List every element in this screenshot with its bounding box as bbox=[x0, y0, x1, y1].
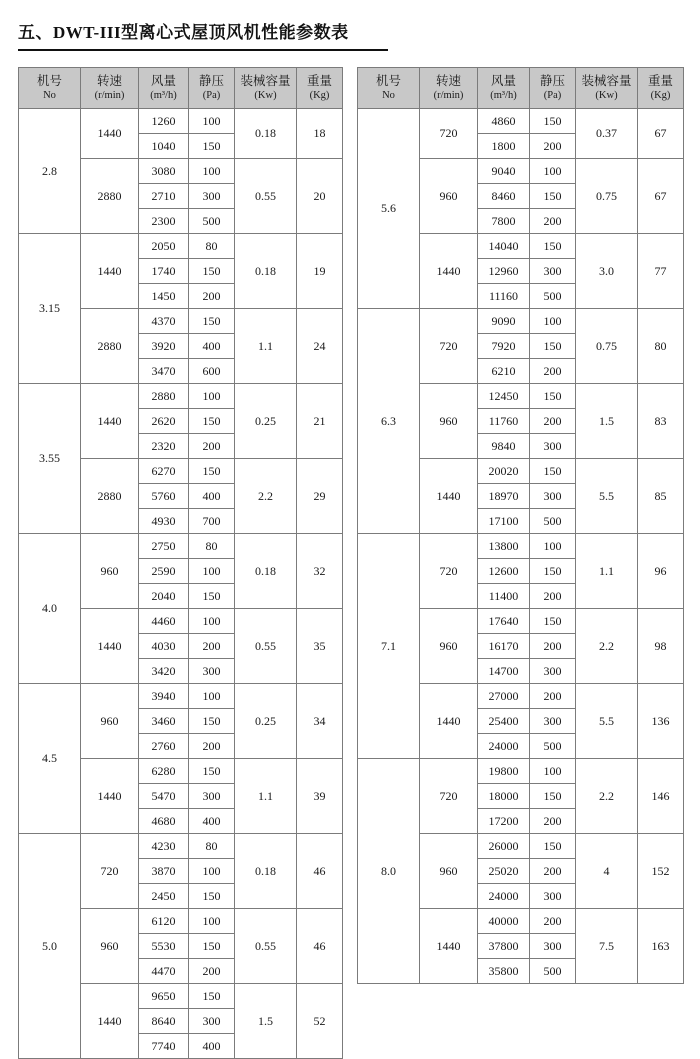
cell-weight: 152 bbox=[638, 834, 684, 909]
cell-weight: 146 bbox=[638, 759, 684, 834]
column-header-main: 装械容量 bbox=[581, 73, 632, 88]
cell-flow: 40000 bbox=[478, 909, 530, 934]
cell-flow: 2710 bbox=[139, 184, 189, 209]
column-header-unit: No bbox=[382, 90, 395, 102]
cell-power: 4 bbox=[576, 834, 638, 909]
cell-pressure: 300 bbox=[530, 934, 576, 959]
spec-table-left bbox=[18, 67, 343, 1059]
cell-pressure: 150 bbox=[530, 834, 576, 859]
cell-speed: 1440 bbox=[81, 234, 139, 309]
cell-pressure: 200 bbox=[530, 409, 576, 434]
cell-speed: 960 bbox=[420, 834, 478, 909]
cell-pressure: 500 bbox=[530, 509, 576, 534]
cell-pressure: 100 bbox=[189, 109, 235, 134]
cell-weight: 85 bbox=[638, 459, 684, 534]
column-header-main: 静压 bbox=[539, 73, 565, 88]
cell-power: 1.1 bbox=[235, 759, 297, 834]
column-header-0 bbox=[19, 68, 81, 109]
cell-flow: 9650 bbox=[139, 984, 189, 1009]
cell-weight: 18 bbox=[297, 109, 343, 159]
cell-pressure: 100 bbox=[189, 159, 235, 184]
cell-pressure: 150 bbox=[530, 609, 576, 634]
cell-flow: 37800 bbox=[478, 934, 530, 959]
column-header-3 bbox=[189, 68, 235, 109]
cell-flow: 8640 bbox=[139, 1009, 189, 1034]
cell-speed: 2880 bbox=[81, 459, 139, 534]
cell-speed: 1440 bbox=[420, 459, 478, 534]
cell-pressure: 150 bbox=[189, 259, 235, 284]
cell-flow: 7800 bbox=[478, 209, 530, 234]
cell-speed: 960 bbox=[81, 534, 139, 609]
cell-flow: 7920 bbox=[478, 334, 530, 359]
cell-weight: 46 bbox=[297, 909, 343, 984]
cell-pressure: 200 bbox=[530, 359, 576, 384]
cell-pressure: 150 bbox=[189, 459, 235, 484]
cell-power: 3.0 bbox=[576, 234, 638, 309]
table-row bbox=[19, 534, 343, 559]
cell-weight: 39 bbox=[297, 759, 343, 834]
column-header-main: 转速 bbox=[435, 73, 461, 88]
cell-pressure: 80 bbox=[189, 834, 235, 859]
cell-pressure: 500 bbox=[189, 209, 235, 234]
cell-power: 2.2 bbox=[235, 459, 297, 534]
cell-pressure: 150 bbox=[189, 309, 235, 334]
cell-flow: 14700 bbox=[478, 659, 530, 684]
cell-pressure: 400 bbox=[189, 334, 235, 359]
cell-model: 6.3 bbox=[358, 309, 420, 534]
cell-flow: 1740 bbox=[139, 259, 189, 284]
column-header-main: 机号 bbox=[36, 73, 62, 88]
cell-weight: 35 bbox=[297, 609, 343, 684]
table-row bbox=[19, 384, 343, 409]
cell-flow: 1040 bbox=[139, 134, 189, 159]
cell-flow: 6280 bbox=[139, 759, 189, 784]
column-header-unit: (Kw) bbox=[254, 90, 277, 102]
cell-speed: 720 bbox=[420, 759, 478, 834]
cell-model: 8.0 bbox=[358, 759, 420, 984]
cell-flow: 4680 bbox=[139, 809, 189, 834]
cell-pressure: 200 bbox=[189, 734, 235, 759]
table-row bbox=[19, 109, 343, 134]
cell-power: 0.25 bbox=[235, 384, 297, 459]
cell-flow: 12600 bbox=[478, 559, 530, 584]
cell-power: 5.5 bbox=[576, 684, 638, 759]
cell-pressure: 150 bbox=[189, 709, 235, 734]
column-header-main: 重量 bbox=[647, 73, 673, 88]
cell-pressure: 100 bbox=[189, 609, 235, 634]
cell-model: 5.0 bbox=[19, 834, 81, 1059]
cell-flow: 4230 bbox=[139, 834, 189, 859]
cell-power: 0.55 bbox=[235, 609, 297, 684]
cell-pressure: 100 bbox=[189, 384, 235, 409]
cell-pressure: 300 bbox=[189, 1009, 235, 1034]
cell-pressure: 150 bbox=[530, 234, 576, 259]
column-header-1 bbox=[81, 68, 139, 109]
table-body-left bbox=[19, 109, 343, 1059]
cell-weight: 80 bbox=[638, 309, 684, 384]
cell-speed: 720 bbox=[420, 534, 478, 609]
cell-flow: 2880 bbox=[139, 384, 189, 409]
spec-table-right bbox=[357, 67, 684, 984]
header-row bbox=[19, 68, 343, 109]
cell-flow: 24000 bbox=[478, 884, 530, 909]
cell-pressure: 80 bbox=[189, 234, 235, 259]
cell-pressure: 100 bbox=[530, 759, 576, 784]
cell-power: 0.75 bbox=[576, 159, 638, 234]
cell-power: 0.55 bbox=[235, 159, 297, 234]
cell-flow: 1450 bbox=[139, 284, 189, 309]
cell-pressure: 700 bbox=[189, 509, 235, 534]
cell-flow: 2450 bbox=[139, 884, 189, 909]
table-row bbox=[19, 234, 343, 259]
cell-pressure: 100 bbox=[189, 859, 235, 884]
cell-pressure: 200 bbox=[530, 209, 576, 234]
cell-pressure: 200 bbox=[530, 134, 576, 159]
cell-flow: 26000 bbox=[478, 834, 530, 859]
table-row bbox=[358, 309, 684, 334]
cell-pressure: 150 bbox=[189, 759, 235, 784]
title-underline bbox=[18, 49, 388, 51]
cell-power: 1.1 bbox=[235, 309, 297, 384]
column-header-unit: (m³/h) bbox=[490, 90, 517, 102]
tables-container bbox=[12, 67, 688, 1059]
cell-weight: 67 bbox=[638, 109, 684, 159]
cell-power: 0.25 bbox=[235, 684, 297, 759]
column-header-4 bbox=[576, 68, 638, 109]
column-header-1 bbox=[420, 68, 478, 109]
table-body-right bbox=[358, 109, 684, 984]
cell-model: 3.55 bbox=[19, 384, 81, 534]
cell-power: 0.18 bbox=[235, 834, 297, 909]
cell-flow: 2050 bbox=[139, 234, 189, 259]
cell-pressure: 200 bbox=[189, 434, 235, 459]
column-header-main: 风量 bbox=[490, 73, 516, 88]
cell-pressure: 300 bbox=[189, 184, 235, 209]
cell-pressure: 200 bbox=[530, 684, 576, 709]
column-header-main: 风量 bbox=[150, 73, 176, 88]
cell-pressure: 300 bbox=[530, 484, 576, 509]
column-header-main: 重量 bbox=[306, 73, 332, 88]
cell-flow: 9840 bbox=[478, 434, 530, 459]
cell-speed: 1440 bbox=[81, 384, 139, 459]
cell-power: 0.37 bbox=[576, 109, 638, 159]
cell-weight: 98 bbox=[638, 609, 684, 684]
cell-pressure: 400 bbox=[189, 484, 235, 509]
cell-pressure: 300 bbox=[189, 659, 235, 684]
cell-pressure: 150 bbox=[530, 459, 576, 484]
cell-pressure: 150 bbox=[189, 984, 235, 1009]
cell-speed: 1440 bbox=[81, 984, 139, 1059]
cell-pressure: 200 bbox=[189, 634, 235, 659]
cell-flow: 6210 bbox=[478, 359, 530, 384]
cell-flow: 2300 bbox=[139, 209, 189, 234]
cell-model: 3.15 bbox=[19, 234, 81, 384]
cell-flow: 19800 bbox=[478, 759, 530, 784]
column-header-main: 机号 bbox=[375, 73, 401, 88]
cell-model: 2.8 bbox=[19, 109, 81, 234]
cell-pressure: 100 bbox=[530, 159, 576, 184]
cell-pressure: 150 bbox=[189, 409, 235, 434]
cell-pressure: 400 bbox=[189, 809, 235, 834]
cell-flow: 20020 bbox=[478, 459, 530, 484]
cell-pressure: 150 bbox=[189, 884, 235, 909]
cell-flow: 4930 bbox=[139, 509, 189, 534]
cell-flow: 9040 bbox=[478, 159, 530, 184]
cell-pressure: 300 bbox=[530, 709, 576, 734]
cell-flow: 2760 bbox=[139, 734, 189, 759]
table-row bbox=[358, 534, 684, 559]
cell-speed: 960 bbox=[420, 384, 478, 459]
cell-flow: 18970 bbox=[478, 484, 530, 509]
cell-flow: 35800 bbox=[478, 959, 530, 984]
cell-flow: 25020 bbox=[478, 859, 530, 884]
cell-speed: 1440 bbox=[420, 234, 478, 309]
column-header-4 bbox=[235, 68, 297, 109]
cell-pressure: 300 bbox=[530, 434, 576, 459]
cell-pressure: 150 bbox=[530, 109, 576, 134]
cell-pressure: 500 bbox=[530, 959, 576, 984]
cell-speed: 720 bbox=[420, 109, 478, 159]
cell-flow: 2590 bbox=[139, 559, 189, 584]
cell-pressure: 150 bbox=[530, 184, 576, 209]
cell-speed: 1440 bbox=[420, 909, 478, 984]
cell-pressure: 200 bbox=[530, 909, 576, 934]
table-header-right bbox=[358, 68, 684, 109]
cell-pressure: 200 bbox=[530, 859, 576, 884]
cell-pressure: 150 bbox=[530, 784, 576, 809]
cell-flow: 5470 bbox=[139, 784, 189, 809]
cell-pressure: 600 bbox=[189, 359, 235, 384]
cell-pressure: 150 bbox=[530, 559, 576, 584]
cell-pressure: 150 bbox=[189, 584, 235, 609]
cell-flow: 16170 bbox=[478, 634, 530, 659]
cell-flow: 3940 bbox=[139, 684, 189, 709]
cell-model: 4.0 bbox=[19, 534, 81, 684]
cell-pressure: 300 bbox=[530, 259, 576, 284]
cell-flow: 6120 bbox=[139, 909, 189, 934]
cell-flow: 2620 bbox=[139, 409, 189, 434]
cell-pressure: 100 bbox=[189, 909, 235, 934]
cell-pressure: 200 bbox=[530, 584, 576, 609]
cell-weight: 34 bbox=[297, 684, 343, 759]
cell-pressure: 80 bbox=[189, 534, 235, 559]
cell-flow: 9090 bbox=[478, 309, 530, 334]
cell-flow: 4470 bbox=[139, 959, 189, 984]
column-header-main: 静压 bbox=[198, 73, 224, 88]
column-header-2 bbox=[139, 68, 189, 109]
column-header-main: 装械容量 bbox=[240, 73, 291, 88]
cell-power: 2.2 bbox=[576, 609, 638, 684]
cell-flow: 12450 bbox=[478, 384, 530, 409]
cell-flow: 1260 bbox=[139, 109, 189, 134]
cell-weight: 52 bbox=[297, 984, 343, 1059]
cell-pressure: 200 bbox=[189, 959, 235, 984]
cell-pressure: 150 bbox=[530, 384, 576, 409]
column-header-unit: (Kg) bbox=[650, 90, 671, 102]
table-header-left bbox=[19, 68, 343, 109]
column-header-2 bbox=[478, 68, 530, 109]
cell-weight: 46 bbox=[297, 834, 343, 909]
cell-flow: 4030 bbox=[139, 634, 189, 659]
cell-flow: 3420 bbox=[139, 659, 189, 684]
cell-speed: 960 bbox=[81, 684, 139, 759]
cell-pressure: 400 bbox=[189, 1034, 235, 1059]
cell-flow: 3920 bbox=[139, 334, 189, 359]
cell-pressure: 100 bbox=[530, 309, 576, 334]
cell-flow: 17100 bbox=[478, 509, 530, 534]
cell-flow: 7740 bbox=[139, 1034, 189, 1059]
cell-power: 1.1 bbox=[576, 534, 638, 609]
cell-pressure: 150 bbox=[189, 134, 235, 159]
cell-weight: 32 bbox=[297, 534, 343, 609]
cell-model: 7.1 bbox=[358, 534, 420, 759]
cell-power: 0.18 bbox=[235, 109, 297, 159]
cell-speed: 1440 bbox=[81, 759, 139, 834]
cell-flow: 2320 bbox=[139, 434, 189, 459]
cell-flow: 13800 bbox=[478, 534, 530, 559]
column-header-unit: (r/min) bbox=[433, 90, 464, 102]
table-row bbox=[19, 834, 343, 859]
cell-speed: 720 bbox=[81, 834, 139, 909]
cell-pressure: 300 bbox=[189, 784, 235, 809]
cell-flow: 18000 bbox=[478, 784, 530, 809]
cell-flow: 17200 bbox=[478, 809, 530, 834]
cell-weight: 163 bbox=[638, 909, 684, 984]
cell-pressure: 150 bbox=[530, 334, 576, 359]
cell-weight: 29 bbox=[297, 459, 343, 534]
column-header-5 bbox=[638, 68, 684, 109]
cell-flow: 4460 bbox=[139, 609, 189, 634]
column-header-unit: (Pa) bbox=[202, 90, 221, 102]
cell-flow: 5760 bbox=[139, 484, 189, 509]
cell-flow: 11160 bbox=[478, 284, 530, 309]
cell-pressure: 200 bbox=[530, 634, 576, 659]
column-header-0 bbox=[358, 68, 420, 109]
cell-weight: 77 bbox=[638, 234, 684, 309]
cell-pressure: 500 bbox=[530, 734, 576, 759]
column-header-main: 转速 bbox=[96, 73, 122, 88]
cell-flow: 4370 bbox=[139, 309, 189, 334]
cell-weight: 136 bbox=[638, 684, 684, 759]
cell-speed: 2880 bbox=[81, 159, 139, 234]
cell-flow: 3870 bbox=[139, 859, 189, 884]
cell-power: 2.2 bbox=[576, 759, 638, 834]
cell-pressure: 300 bbox=[530, 884, 576, 909]
cell-pressure: 300 bbox=[530, 659, 576, 684]
cell-speed: 1440 bbox=[81, 609, 139, 684]
cell-speed: 960 bbox=[420, 159, 478, 234]
cell-speed: 2880 bbox=[81, 309, 139, 384]
cell-weight: 83 bbox=[638, 384, 684, 459]
cell-flow: 3470 bbox=[139, 359, 189, 384]
column-header-3 bbox=[530, 68, 576, 109]
cell-flow: 14040 bbox=[478, 234, 530, 259]
cell-flow: 3080 bbox=[139, 159, 189, 184]
cell-power: 1.5 bbox=[576, 384, 638, 459]
cell-speed: 720 bbox=[420, 309, 478, 384]
cell-speed: 960 bbox=[81, 909, 139, 984]
cell-flow: 25400 bbox=[478, 709, 530, 734]
cell-pressure: 200 bbox=[530, 809, 576, 834]
cell-flow: 1800 bbox=[478, 134, 530, 159]
cell-speed: 1440 bbox=[420, 684, 478, 759]
cell-pressure: 100 bbox=[530, 534, 576, 559]
cell-model: 4.5 bbox=[19, 684, 81, 834]
cell-flow: 6270 bbox=[139, 459, 189, 484]
cell-weight: 24 bbox=[297, 309, 343, 384]
cell-flow: 4860 bbox=[478, 109, 530, 134]
cell-weight: 19 bbox=[297, 234, 343, 309]
cell-flow: 12960 bbox=[478, 259, 530, 284]
table-row bbox=[19, 684, 343, 709]
cell-pressure: 150 bbox=[189, 934, 235, 959]
cell-weight: 96 bbox=[638, 534, 684, 609]
cell-flow: 27000 bbox=[478, 684, 530, 709]
cell-weight: 67 bbox=[638, 159, 684, 234]
cell-flow: 5530 bbox=[139, 934, 189, 959]
column-header-unit: (Kw) bbox=[595, 90, 618, 102]
cell-pressure: 500 bbox=[530, 284, 576, 309]
cell-weight: 21 bbox=[297, 384, 343, 459]
column-header-unit: (Pa) bbox=[543, 90, 562, 102]
cell-model: 5.6 bbox=[358, 109, 420, 309]
column-header-unit: (m³/h) bbox=[150, 90, 177, 102]
cell-power: 0.18 bbox=[235, 234, 297, 309]
page-title: 五、DWT-III型离心式屋顶风机性能参数表 bbox=[18, 23, 349, 42]
column-header-unit: (Kg) bbox=[309, 90, 330, 102]
header-row bbox=[358, 68, 684, 109]
cell-pressure: 100 bbox=[189, 684, 235, 709]
cell-flow: 2750 bbox=[139, 534, 189, 559]
cell-flow: 8460 bbox=[478, 184, 530, 209]
table-row bbox=[358, 759, 684, 784]
column-header-unit: No bbox=[43, 90, 56, 102]
cell-flow: 11760 bbox=[478, 409, 530, 434]
cell-pressure: 200 bbox=[189, 284, 235, 309]
cell-pressure: 100 bbox=[189, 559, 235, 584]
cell-speed: 1440 bbox=[81, 109, 139, 159]
cell-weight: 20 bbox=[297, 159, 343, 234]
cell-power: 7.5 bbox=[576, 909, 638, 984]
cell-power: 0.75 bbox=[576, 309, 638, 384]
cell-power: 1.5 bbox=[235, 984, 297, 1059]
cell-speed: 960 bbox=[420, 609, 478, 684]
cell-flow: 17640 bbox=[478, 609, 530, 634]
column-header-unit: (r/min) bbox=[94, 90, 125, 102]
column-header-5 bbox=[297, 68, 343, 109]
cell-power: 0.55 bbox=[235, 909, 297, 984]
cell-flow: 11400 bbox=[478, 584, 530, 609]
cell-flow: 3460 bbox=[139, 709, 189, 734]
table-row bbox=[358, 109, 684, 134]
cell-power: 0.18 bbox=[235, 534, 297, 609]
cell-power: 5.5 bbox=[576, 459, 638, 534]
cell-flow: 24000 bbox=[478, 734, 530, 759]
cell-flow: 2040 bbox=[139, 584, 189, 609]
